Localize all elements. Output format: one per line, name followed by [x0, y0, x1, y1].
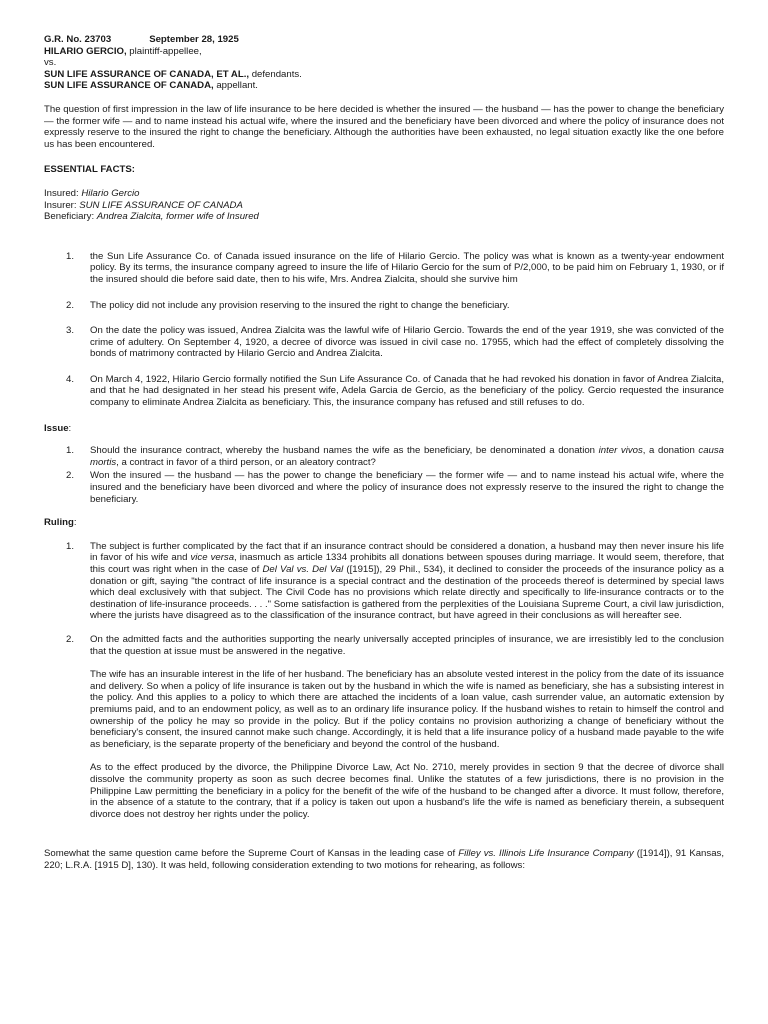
- fact-item-2: 2. The policy did not include any provision reserving to the insured the right to change the beneficiary.: [66, 299, 510, 311]
- ruling-list: [44, 541, 724, 657]
- insurer-value: SUN LIFE ASSURANCE OF CANADA: [79, 199, 243, 211]
- ruling-item-2: 2. On the admitted facts and the authorities supporting the nearly universally accepted principles of insurance, we are irresistibly led to the conclusion that the question at issue must be answered in the negative.: [66, 633, 724, 657]
- ruling-item-1: 1. The subject is further complicated by the fact that if an insurance contract should be considered a donation, a husband may then never insure his life in favor of his wife and vice versa, inasmuch as article 1334 prohibits all donations between spouses during marriage. It would seem, therefore, that this court was right when in the case of Del Val vs. Del Val ([1915]), 29 Phil., 534), it declined to consider the proceeds of the insurance policy as a donation or gift, saying "the contract of life insurance is a special contract and the destination of the proceeds thereof is determined by special laws which deal exclusively with that subject. The Civil Code has no provisions which relate directly and specifically to life-insurance contracts or to the destination of life-insurance proceeds. . . ." Some satisfaction is gathered from the perplexities of the Louisiana Supreme Court, a civil law jurisdiction, where the jurists have disagreed as to the classification of the insurance contract, but have agreed in their conclusions as will hereafter see.: [66, 540, 724, 622]
- versus: vs.: [44, 57, 57, 69]
- appellant-name: SUN LIFE ASSURANCE OF CANADA,: [44, 80, 214, 92]
- facts-summary: [44, 188, 724, 223]
- intro-paragraph: The question of first impression in the law of life insurance to be here decided is whether the insured — the husband — has the power to change the beneficiary — the former wife — and to name instead his actual wife, where the insured and the beneficiary have been divorced and where the policy of insurance does not expressly reserve to the insured the right to change the beneficiary. Although the authorities have been exhausted, no legal situation exactly like the one before us has been encountered.: [44, 103, 724, 150]
- issue-item-2: 2. Won the insured — the husband — has the power to change the beneficiary — the former wife — and to name instead his actual wife, where the insured and the beneficiary have been divorced and where the policy of insurance does not expressly reserve to the insured the right to change the beneficiary.: [66, 470, 724, 505]
- case-number-line: [44, 34, 724, 46]
- insured-line: Insured: Hilario Gercio: [44, 187, 140, 199]
- party-line-1: [44, 46, 724, 58]
- fact-item-3: 3. On the date the policy was issued, Andrea Zialcita was the lawful wife of Hilario Gercio. Towards the end of the year 1919, she was convicted of the crime of adultery. On September 4, 1920, a decree of divorce was issued in civil case no. 17955, which had the effect of completely dissolving the bonds of matrimony contracted by Hilario Gercio and Andrea Zialcita.: [66, 325, 724, 360]
- appellant-role: appellant.: [213, 80, 258, 92]
- beneficiary-value: Andrea Zialcita, former wife of Insured: [96, 211, 259, 223]
- essential-facts-heading: ESSENTIAL FACTS:: [44, 164, 135, 176]
- ruling-paragraph-insurable-interest: The wife has an insurable interest in the life of her husband. The beneficiary has an absolute vested interest in the policy from the date of its issuance and delivery. So when a policy of life insurance is taken out by the husband in which the wife is named as beneficiary, she has a subsisting interest in the policy. And this applies to a policy to which there are attached the incidents of a loan value, cash surrender value, an automatic extension by premiums paid, and to an endowment policy, as well as to an ordinary life insurance policy. If the husband wishes to retain to himself the control and ownership of the policy he may so provide in the policy. But if the policy contains no provision authorizing a change of beneficiary without the beneficiary's consent, the insured cannot make such change. Accordingly, it is held that a life insurance policy of a husband made payable to the wife as beneficiary, is the separate property of the beneficiary and beyond the control of the husband.: [90, 669, 724, 750]
- case-header: [44, 34, 724, 92]
- ruling-heading: Ruling:: [44, 517, 77, 529]
- fact-item-1: 1. the Sun Life Assurance Co. of Canada issued insurance on the life of Hilario Gercio. The policy was what is known as a twenty-year endowment policy. By its terms, the insurance company agreed to insure the life of Hilario Gercio for the sum of P/2,000, to be paid him on February 1, 1930, or if the insured should die before said date, then to his wife, Mrs. Andrea Zialcita, should she survive him: [66, 250, 724, 285]
- beneficiary-line: Beneficiary: Andrea Zialcita, former wife of Insured: [44, 211, 259, 223]
- plaintiff-name: HILARIO GERCIO,: [44, 45, 127, 57]
- fact-item-4: 4. On March 4, 1922, Hilario Gercio formally notified the Sun Life Assurance Co. of Canada that he had revoked his donation in favor of Andrea Zialcita, and that he had designated in her stead his present wife, Adela Garcia de Gercio, as the beneficiary of the policy. Gercio requested the insurance company to eliminate Andrea Zialcita as beneficiary. This, the insurance company has refused and still refuses to do.: [66, 373, 724, 409]
- facts-list: [44, 251, 724, 409]
- party-line-3: [44, 80, 724, 92]
- defendants-name: SUN LIFE ASSURANCE OF CANADA, ET AL.,: [44, 68, 250, 80]
- insurer-line: Insurer: SUN LIFE ASSURANCE OF CANADA: [44, 199, 243, 211]
- decision-date: September 28, 1925: [149, 34, 239, 45]
- plaintiff-role: plaintiff-appellee,: [126, 45, 202, 57]
- issue-list: [44, 445, 724, 505]
- party-line-2: [44, 69, 724, 81]
- issue-heading: Issue:: [44, 422, 72, 434]
- issue-item-1: 1. Should the insurance contract, whereby the husband names the wife as the beneficiary, be denominated a donation inter vivos, a donation causa mortis, a contract in favor of a third person, or an aleatory contract?: [66, 445, 725, 468]
- ruling-paragraph-divorce-effect: As to the effect produced by the divorce, the Philippine Divorce Law, Act No. 2710, merely provides in section 9 that the decree of divorce shall dissolve the community property as soon as such decree becomes final. Unlike the statutes of a few jurisdictions, there is no provision in the Philippine Law permitting the beneficiary in a policy for the benefit of the wife of the husband to be changed after a divorce. It must follow, therefore, in the absence of a statute to the contrary, that if a policy is taken out upon a husband's life the wife is named as beneficiary therein, a subsequent divorce does not destroy her rights under the policy.: [90, 762, 724, 820]
- closing-paragraph: Somewhat the same question came before the Supreme Court of Kansas in the leading case of Filley vs. Illinois Life Insurance Company ([1914]), 91 Kansas, 220; L.R.A. [1915 D], 130). It was held, following consideration extending to two motions for rehearing, as follows:: [44, 848, 724, 871]
- insured-value: Hilario Gercio: [81, 187, 140, 199]
- defendants-role: defendants.: [249, 68, 302, 80]
- gr-number: G.R. No. 23703: [44, 34, 112, 45]
